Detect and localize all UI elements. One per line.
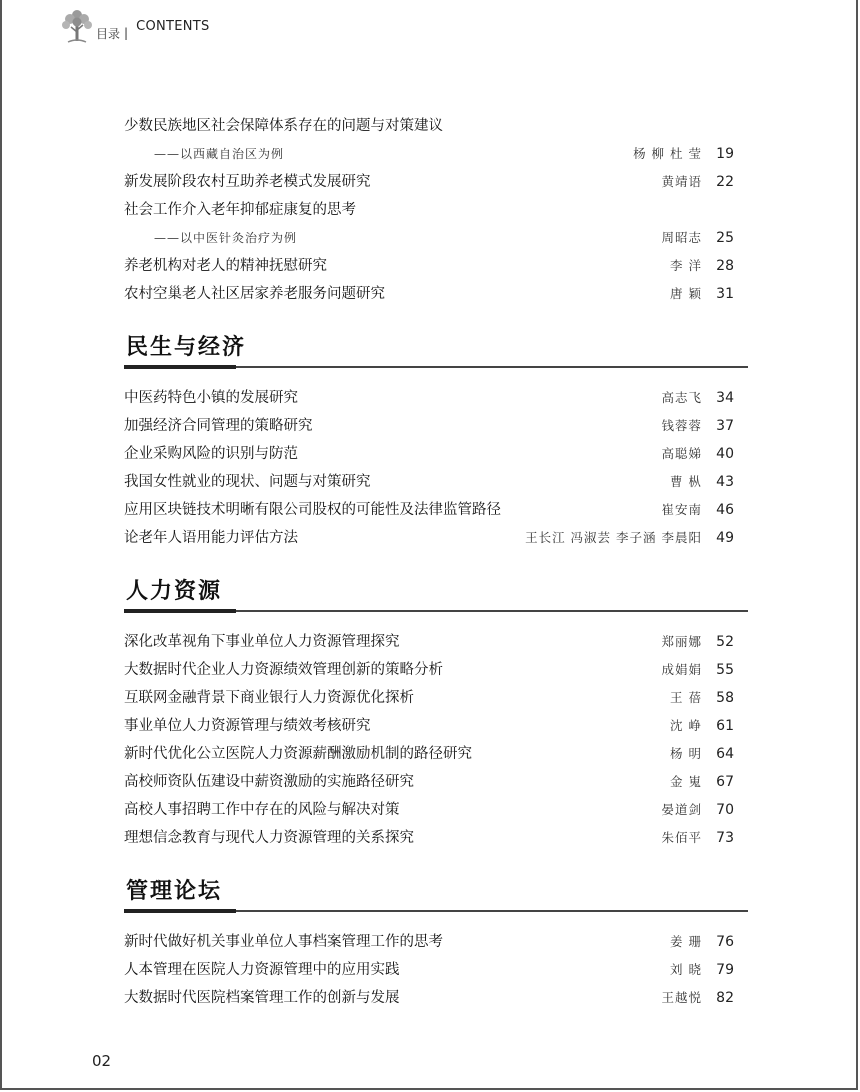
section-divider — [124, 610, 748, 612]
article-page-number: 46 — [716, 502, 734, 518]
toc-entry[interactable] — [124, 956, 748, 984]
article-page-number: 40 — [716, 446, 734, 462]
article-title: 加强经济合同管理的策略研究 — [124, 418, 313, 434]
article-title: 中医药特色小镇的发展研究 — [124, 390, 298, 406]
article-author: 钱蓉蓉 — [661, 418, 702, 433]
article-title: 养老机构对老人的精神抚慰研究 — [124, 258, 327, 274]
article-title: 高校师资队伍建设中薪资激励的实施路径研究 — [124, 774, 414, 790]
section-header — [124, 308, 748, 384]
article-page-number: 49 — [716, 530, 734, 546]
article-author: 晏道剑 — [661, 802, 702, 817]
article-page-number: 70 — [716, 802, 734, 818]
toc-entry[interactable] — [124, 468, 748, 496]
toc-entry[interactable] — [124, 824, 748, 852]
article-page-number: 64 — [716, 746, 734, 762]
section-header — [124, 852, 748, 928]
article-title: 新发展阶段农村互助养老模式发展研究 — [124, 174, 371, 190]
article-author: 李 洋 — [670, 258, 702, 273]
article-author: 周昭志 — [661, 230, 702, 245]
toc-entry[interactable] — [124, 796, 748, 824]
toc-entry[interactable] — [124, 740, 748, 768]
article-page-number: 52 — [716, 634, 734, 650]
article-page-number: 76 — [716, 934, 734, 950]
toc-entry[interactable] — [124, 224, 748, 252]
toc-entry[interactable] — [124, 496, 748, 524]
article-author: 崔安南 — [661, 502, 702, 517]
section-divider — [124, 366, 748, 368]
tree-icon — [60, 8, 94, 44]
header-label-cn: 目录 — [96, 26, 121, 41]
article-subtitle: ——以中医针灸治疗为例 — [154, 231, 298, 245]
article-title: 论老年人语用能力评估方法 — [124, 530, 298, 546]
article-page-number: 28 — [716, 258, 734, 274]
toc-entry[interactable] — [124, 440, 748, 468]
article-author: 高志飞 — [661, 390, 702, 405]
article-title: 少数民族地区社会保障体系存在的问题与对策建议 — [124, 118, 443, 134]
article-title: 应用区块链技术明晰有限公司股权的可能性及法律监管路径 — [124, 502, 501, 518]
section-title: 管理论坛 — [126, 878, 223, 904]
article-author: 王越悦 — [661, 990, 702, 1005]
toc-entry[interactable] — [124, 628, 748, 656]
running-header — [60, 6, 210, 46]
article-page-number: 19 — [716, 146, 734, 162]
article-author: 刘 晓 — [670, 962, 702, 977]
toc-entry[interactable] — [124, 524, 748, 552]
article-page-number: 31 — [716, 286, 734, 302]
toc-entry[interactable] — [124, 168, 748, 196]
header-separator: | — [124, 26, 129, 40]
article-subtitle: ——以西藏自治区为例 — [154, 147, 285, 161]
page-number: 02 — [92, 1052, 112, 1070]
article-title: 高校人事招聘工作中存在的风险与解决对策 — [124, 802, 400, 818]
article-author: 杨 柳 杜 莹 — [633, 146, 702, 161]
article-page-number: 34 — [716, 390, 734, 406]
section-title: 民生与经济 — [126, 334, 247, 360]
article-title: 社会工作介入老年抑郁症康复的思考 — [124, 202, 356, 218]
article-author: 高聪娣 — [661, 446, 702, 461]
article-page-number: 73 — [716, 830, 734, 846]
section-title: 人力资源 — [126, 578, 223, 604]
article-page-number: 37 — [716, 418, 734, 434]
toc-entry[interactable] — [124, 928, 748, 956]
article-title: 理想信念教育与现代人力资源管理的关系探究 — [124, 830, 414, 846]
article-author: 曹 枞 — [670, 474, 702, 489]
toc-entry[interactable] — [124, 196, 748, 224]
toc-entry[interactable] — [124, 252, 748, 280]
article-author: 姜 珊 — [670, 934, 702, 949]
article-page-number: 67 — [716, 774, 734, 790]
article-page-number: 79 — [716, 962, 734, 978]
article-author: 杨 明 — [670, 746, 702, 761]
toc-entry[interactable] — [124, 384, 748, 412]
article-author: 沈 峥 — [670, 718, 702, 733]
article-author: 唐 颖 — [670, 286, 702, 301]
article-page-number: 43 — [716, 474, 734, 490]
article-title: 互联网金融背景下商业银行人力资源优化探析 — [124, 690, 414, 706]
toc-entry[interactable] — [124, 112, 748, 140]
article-title: 人本管理在医院人力资源管理中的应用实践 — [124, 962, 400, 978]
article-author: 王 蓓 — [670, 690, 702, 705]
article-author: 朱佰平 — [661, 830, 702, 845]
section-header — [124, 552, 748, 628]
article-page-number: 58 — [716, 690, 734, 706]
toc-entry[interactable] — [124, 656, 748, 684]
article-page-number: 61 — [716, 718, 734, 734]
article-page-number: 55 — [716, 662, 734, 678]
article-page-number: 82 — [716, 990, 734, 1006]
article-author: 王长江 冯淑芸 李子涵 李晨阳 — [525, 530, 702, 545]
section-divider — [124, 910, 748, 912]
article-title: 大数据时代企业人力资源绩效管理创新的策略分析 — [124, 662, 443, 678]
article-page-number: 25 — [716, 230, 734, 246]
header-label-en: CONTENTS — [136, 18, 210, 34]
article-author: 黄靖语 — [661, 174, 702, 189]
toc-entry[interactable] — [124, 140, 748, 168]
article-author: 金 嵬 — [670, 774, 702, 789]
article-title: 农村空巢老人社区居家养老服务问题研究 — [124, 286, 385, 302]
toc-entry[interactable] — [124, 684, 748, 712]
toc-entry[interactable] — [124, 412, 748, 440]
toc-entry[interactable] — [124, 768, 748, 796]
article-title: 我国女性就业的现状、问题与对策研究 — [124, 474, 371, 490]
article-title: 深化改革视角下事业单位人力资源管理探究 — [124, 634, 400, 650]
article-title: 企业采购风险的识别与防范 — [124, 446, 298, 462]
article-title: 新时代做好机关事业单位人事档案管理工作的思考 — [124, 934, 443, 950]
article-author: 成娟娟 — [661, 662, 702, 677]
toc-entry[interactable] — [124, 280, 748, 308]
table-of-contents — [124, 112, 748, 1012]
toc-entry[interactable] — [124, 712, 748, 740]
article-title: 新时代优化公立医院人力资源薪酬激励机制的路径研究 — [124, 746, 472, 762]
article-title: 事业单位人力资源管理与绩效考核研究 — [124, 718, 371, 734]
article-page-number: 22 — [716, 174, 734, 190]
article-title: 大数据时代医院档案管理工作的创新与发展 — [124, 990, 400, 1006]
article-author: 郑丽娜 — [661, 634, 702, 649]
toc-entry[interactable] — [124, 984, 748, 1012]
